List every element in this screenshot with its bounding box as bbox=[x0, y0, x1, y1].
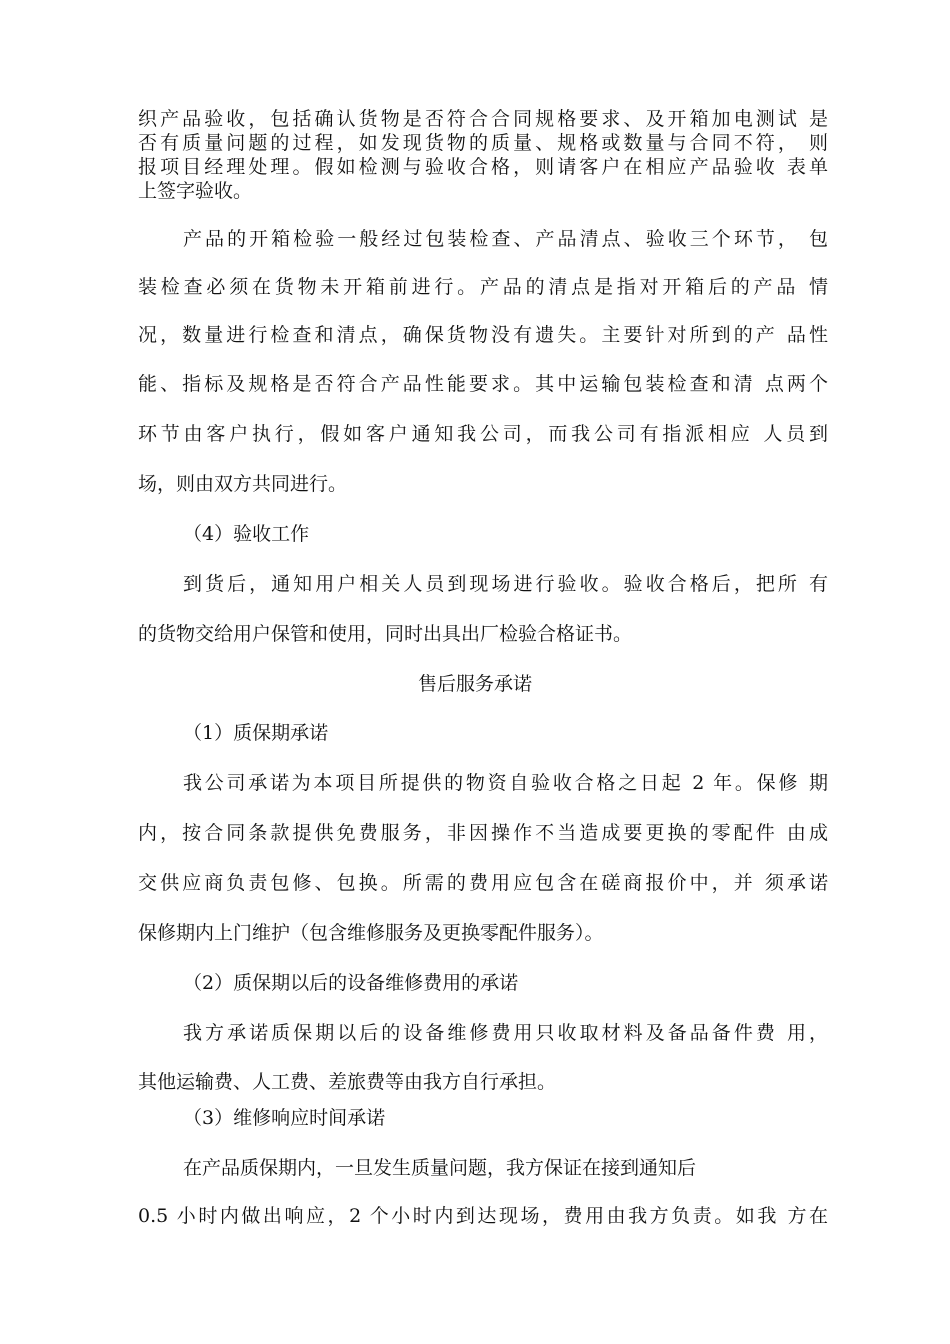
subheading: （1）质保期承诺 bbox=[183, 722, 329, 744]
subheading: （2）质保期以后的设备维修费用的承诺 bbox=[183, 972, 519, 994]
subheading: （3）维修响应时间承诺 bbox=[183, 1107, 386, 1129]
paragraph-line: 到货后，通知用户相关人员到现场进行验收。验收合格后，把所 有 bbox=[183, 573, 828, 595]
paragraph-line: 上签字验收。 bbox=[138, 180, 253, 202]
paragraph-line: 内，按合同条款提供免费服务，非因操作不当造成要更换的零配件 由成 bbox=[138, 822, 828, 844]
paragraph-line: 我方承诺质保期以后的设备维修费用只收取材料及备品备件费 用， bbox=[183, 1022, 828, 1044]
paragraph-line: 产品的开箱检验一般经过包装检查、产品清点、验收三个环节， 包 bbox=[183, 228, 828, 250]
section-title: 售后服务承诺 bbox=[417, 673, 532, 695]
paragraph-line: 否有质量问题的过程，如发现货物的质量、规格或数量与合同不符， 则 bbox=[138, 132, 828, 154]
paragraph-line: 能、指标及规格是否符合产品性能要求。其中运输包装检查和清 点两个 bbox=[138, 373, 828, 395]
paragraph-line: 其他运输费、人工费、差旅费等由我方自行承担。 bbox=[138, 1071, 557, 1093]
paragraph-line: 在产品质保期内，一旦发生质量问题，我方保证在接到通知后 bbox=[183, 1157, 697, 1179]
paragraph-line: 装检查必须在货物未开箱前进行。产品的清点是指对开箱后的产品 情 bbox=[138, 276, 828, 298]
paragraph-line: 保修期内上门维护（包含维修服务及更换零配件服务）。 bbox=[138, 922, 604, 944]
paragraph-line: 我公司承诺为本项目所提供的物资自验收合格之日起 2 年。保修 期 bbox=[183, 772, 828, 794]
paragraph-line: 织产品验收，包括确认货物是否符合合同规格要求、及开箱加电测试 是 bbox=[138, 108, 828, 130]
paragraph-line: 环节由客户执行，假如客户通知我公司，而我公司有指派相应 人员到 bbox=[138, 423, 828, 445]
paragraph-line: 场，则由双方共同进行。 bbox=[138, 473, 348, 495]
paragraph-line: 0.5 小时内做出响应，2 个小时内到达现场，费用由我方负责。如我 方在 bbox=[138, 1205, 828, 1227]
paragraph-line: 交供应商负责包修、包换。所需的费用应包含在磋商报价中，并 须承诺 bbox=[138, 872, 828, 894]
paragraph-line: 的货物交给用户保管和使用，同时出具出厂检验合格证书。 bbox=[138, 623, 633, 645]
paragraph-line: 报项目经理处理。假如检测与验收合格，则请客户在相应产品验收 表单 bbox=[138, 156, 828, 178]
subheading: （4）验收工作 bbox=[183, 523, 310, 545]
paragraph-line: 况，数量进行检查和清点，确保货物没有遗失。主要针对所到的产 品性 bbox=[138, 324, 828, 346]
